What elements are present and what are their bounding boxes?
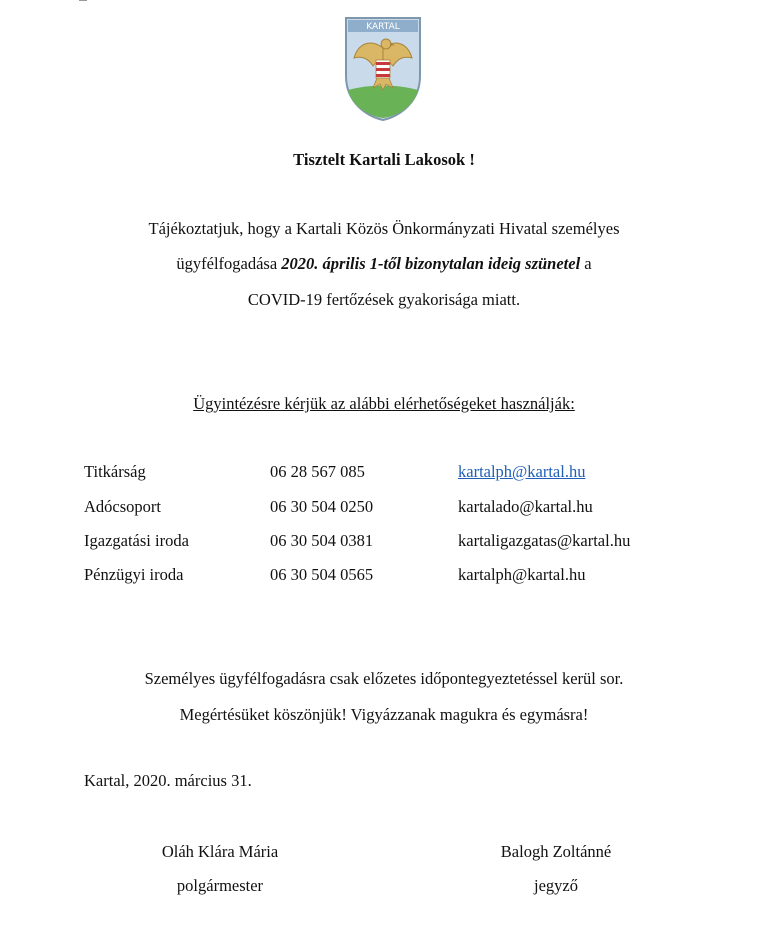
signatory-role: jegyző [534, 876, 578, 895]
closing-line-1: Személyes ügyfélfogadásra csak előzetes időpontegyeztetéssel kerül sor. [144, 669, 624, 688]
intro-line-2-pre: ügyfélfogadása [176, 254, 282, 273]
contact-email: kartalado@kartal.hu [458, 497, 593, 516]
contact-name: Igazgatási iroda [84, 531, 189, 550]
kartal-coat-of-arms [340, 14, 426, 122]
contact-name: Titkárság [84, 462, 146, 481]
intro-line-1: Tájékoztatjuk, hogy a Kartali Közös Önkormányzati Hivatal személyes [148, 219, 620, 238]
contact-phone: 06 30 504 0381 [270, 531, 374, 550]
contact-phone: 06 30 504 0250 [270, 497, 374, 516]
contact-email: kartaligazgatas@kartal.hu [458, 531, 631, 550]
contact-name: Adócsoport [84, 497, 161, 516]
intro-line-2 [0, 254, 768, 274]
contact-email: kartalph@kartal.hu [458, 565, 586, 584]
signatory-role: polgármester [176, 876, 264, 895]
closing-line-2: Megértésüket köszönjük! Vigyázzanak magukra és egymásra! [179, 705, 589, 724]
closure-notice: 2020. április 1-től bizonytalan ideig szünetel [281, 254, 581, 273]
svg-text:KARTAL: KARTAL [366, 22, 400, 32]
signatory-name: Balogh Zoltánné [500, 842, 612, 861]
contact-phone: 06 30 504 0565 [270, 565, 374, 584]
contact-name: Pénzügyi iroda [84, 565, 184, 584]
intro-line-2-post: a [580, 254, 592, 273]
contact-phone: 06 28 567 085 [270, 462, 365, 481]
signatory-name: Oláh Klára Mária [161, 842, 279, 861]
intro-line-3: COVID-19 fertőzések gyakorisága miatt. [247, 290, 521, 309]
place-date: Kartal, 2020. március 31. [84, 771, 252, 790]
page-edge-mark [79, 0, 87, 1]
contacts-heading [0, 394, 768, 414]
greeting-title: Tisztelt Kartali Lakosok ! [293, 150, 475, 169]
contacts-heading-text: Ügyintézésre kérjük az alábbi elérhetőségeket használják: [193, 394, 575, 413]
contact-email-link[interactable]: kartalph@kartal.hu [458, 462, 586, 481]
